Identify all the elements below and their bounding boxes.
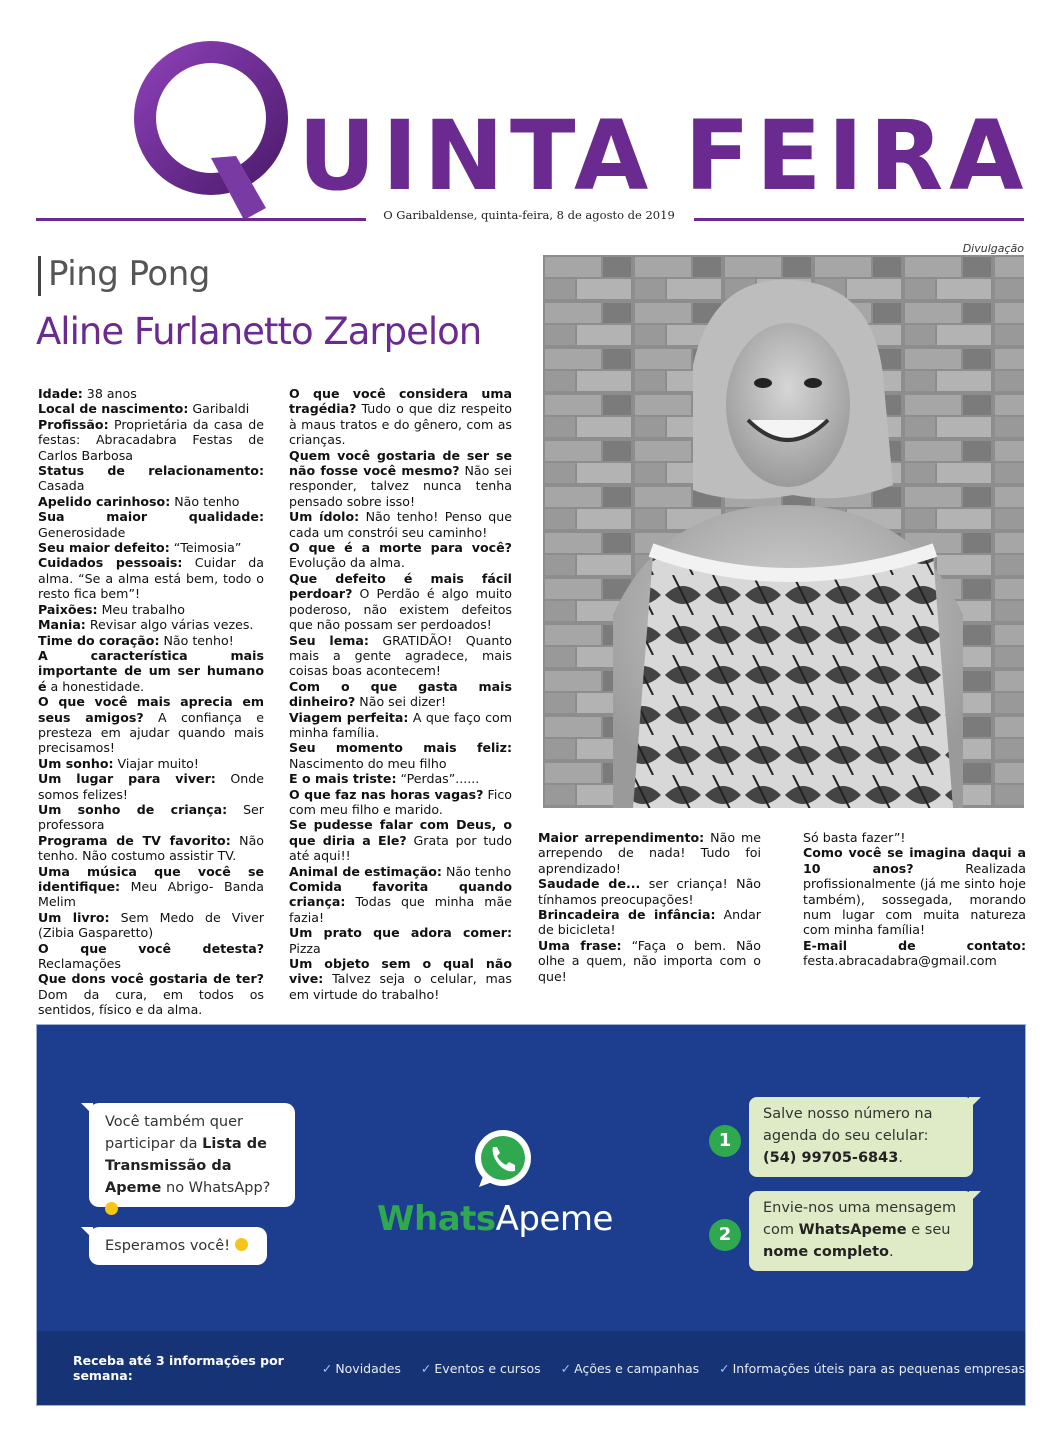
qa-question: Quem você gostaria de ser se não fosse você mesmo? [289, 447, 512, 479]
qa-question: O que é a morte para você? [289, 540, 512, 556]
qa-answer: Andar de bicicleta! [538, 907, 761, 938]
qa-answer: Não me arrependo de nada! Tudo foi aprendizado! [538, 830, 762, 876]
qa-question: Viagem perfeita: [289, 709, 409, 725]
qa-item [38, 494, 264, 509]
qa-answer: Não tenho [441, 863, 512, 879]
qa-question: Cuidados pessoais: [38, 555, 183, 571]
qa-answer: Meu trabalho [97, 601, 185, 617]
qa-answer: A confiança e presteza em ajudar quando mais precisamos! [38, 709, 264, 756]
check-icon: ✓ [560, 1360, 572, 1376]
qa-answer: Proprietária da casa de festas: Abracadabra Festas de Carlos Barbosa [38, 416, 264, 463]
article-column-4 [803, 830, 1026, 969]
qa-item [289, 679, 512, 710]
qa-item [289, 787, 512, 818]
qa-item [289, 571, 512, 633]
qa-item [289, 633, 512, 679]
qa-answer: “Perdas”...... [396, 771, 480, 787]
section-divider [38, 256, 41, 296]
qa-answer: Cuidar da alma. “Se a alma está bem, todo o resto fica bem”! [38, 555, 264, 602]
smiley-icon [235, 1238, 248, 1251]
qa-item [38, 602, 264, 617]
qa-question: Apelido carinhoso: [38, 493, 171, 509]
qa-answer: Revisar algo várias vezes. [85, 617, 254, 633]
qa-item [38, 756, 264, 771]
qa-item [289, 771, 512, 786]
qa-item [803, 845, 1026, 937]
qa-item [38, 771, 264, 802]
qa-answer: Não sei dizer! [355, 694, 447, 710]
masthead-q-logo-icon [116, 38, 306, 218]
qa-item [38, 694, 264, 756]
qa-answer: “Faça o bem. Não olhe a quem, não importa com o que! [538, 937, 761, 984]
qa-answer: Todas que minha mãe fazia! [289, 894, 512, 925]
ad-footer-item: ✓ Informações úteis para as pequenas empresas [719, 1360, 1025, 1376]
qa-question: Seu maior defeito: [38, 540, 170, 556]
qa-item [38, 386, 264, 401]
qa-item [538, 938, 761, 984]
ad-footer-item: ✓ Eventos e cursos [420, 1360, 541, 1376]
qa-answer: festa.abracadabra@gmail.com [803, 953, 997, 969]
qa-item [289, 879, 512, 925]
qa-question: Uma música que você se identifique: [38, 863, 264, 894]
article-column-1 [38, 386, 264, 1018]
qa-question: Idade: [38, 386, 83, 401]
qa-answer: “Teimosia” [169, 540, 242, 556]
qa-item [38, 555, 264, 601]
qa-item [538, 876, 761, 907]
ad-footer-lead: Receba até 3 informações por semana: [73, 1353, 284, 1383]
qa-item [289, 448, 512, 510]
qa-question: Um lugar para viver: [38, 771, 216, 787]
qa-question: O que você mais aprecia em seus amigos? [38, 694, 264, 725]
qa-question: Um objeto sem o qual não vive: [289, 956, 512, 987]
qa-answer: Garibaldi [188, 401, 250, 417]
qa-question: Um livro: [38, 909, 110, 925]
qa-answer: Ser professora [38, 801, 264, 833]
qa-answer: Meu Abrigo- Banda Melim [38, 879, 264, 910]
qa-answer: Não tenho [170, 493, 240, 509]
masthead-title: UINTA FEIRA [298, 100, 1030, 212]
qa-item [38, 802, 264, 833]
qa-question: Profissão: [38, 416, 109, 432]
qa-question: Sua maior qualidade: [38, 509, 264, 525]
qa-item [38, 509, 264, 540]
qa-question: Que dons você gostaria de ter? [38, 971, 264, 987]
qa-answer: Realizada profissionalmente (já me sinto hoje também), sossegada, morando num lugar com muita natureza com minha família! [803, 860, 1026, 938]
check-icon: ✓ [420, 1360, 432, 1376]
dateline: O Garibaldense, quinta-feira, 8 de agosto de 2019 [383, 208, 675, 222]
qa-question: Se pudesse falar com Deus, o que diria a Ele? [289, 817, 512, 848]
qa-answer: Tudo o que diz respeito à maus tratos e do gênero, com as crianças. [289, 401, 512, 448]
qa-question: Animal de estimação: [289, 863, 442, 879]
qa-item [38, 648, 264, 694]
qa-answer: Não tenho! [159, 632, 234, 648]
qa-question: Mania: [38, 617, 86, 633]
qa-question: Seu momento mais feliz: [289, 740, 512, 756]
smiley-icon [105, 1202, 118, 1215]
qa-item [38, 463, 264, 494]
qa-question: O que você considera uma tragédia? [289, 386, 512, 417]
qa-answer: Não tenho. Não costumo assistir TV. [38, 832, 264, 864]
qa-answer: GRATIDÃO! Quanto mais a gente agradece, mais coisas boas acontecem! [289, 632, 512, 679]
qa-item [38, 864, 264, 910]
qa-item [289, 956, 512, 1002]
qa-question: Como você se imagina daqui a 10 anos? [803, 845, 1026, 876]
qa-question: E-mail de contato: [803, 937, 1026, 953]
whatsapeme-ad [36, 1024, 1026, 1406]
qa-answer: 38 anos [82, 386, 137, 401]
qa-question: E o mais triste: [289, 771, 397, 787]
qa-item [38, 910, 264, 941]
ad-bubble-invite: Você também quer participar da Lista de Transmissão da Apeme no WhatsApp? [89, 1103, 295, 1207]
qa-question: Paixões: [38, 601, 98, 617]
qa-item [38, 617, 264, 632]
qa-question: Com o que gasta mais dinheiro? [289, 678, 512, 710]
qa-answer: Viajar muito! [113, 755, 199, 771]
ad-bubble-wait: Esperamos você! [89, 1227, 267, 1265]
interviewee-name: Aline Furlanetto Zarpelon [36, 310, 482, 353]
step-2-bubble: Envie-nos uma mensagem com WhatsApeme e seu nome completo. [749, 1191, 973, 1271]
qa-answer: Sem Medo de Viver (Zibia Gasparetto) [38, 909, 265, 941]
qa-answer: Pizza [289, 940, 321, 956]
whatsapp-icon [469, 1125, 537, 1193]
ad-footer [37, 1331, 1025, 1405]
qa-item [289, 925, 512, 956]
masthead [36, 28, 1030, 218]
portrait-photo-image [543, 255, 1024, 808]
check-icon: ✓ [719, 1360, 730, 1376]
qa-item [538, 907, 761, 938]
qa-question: Status de relacionamento: [38, 463, 264, 479]
qa-question: Um prato que adora comer: [289, 925, 512, 941]
qa-answer: a honestidade. [46, 678, 145, 694]
qa-answer: Só basta fazer”! [803, 830, 906, 845]
qa-question: Programa de TV favorito: [38, 832, 231, 848]
qa-answer: O Perdão é algo muito poderoso, não existem defeitos que não possam ser perdoados! [289, 586, 512, 633]
step-1-bubble: Salve nosso número na agenda do seu celular: (54) 99705-6843. [749, 1097, 973, 1177]
ad-footer-item: ✓ Ações e campanhas [560, 1360, 700, 1376]
qa-answer: Talvez seja o celular, mas em virtude do trabalho! [289, 971, 512, 1002]
qa-answer: A que faço com minha família. [289, 709, 513, 740]
qa-answer: Generosidade [38, 524, 126, 540]
step-1-badge: 1 [709, 1125, 741, 1157]
qa-question: Brincadeira de infância: [538, 907, 716, 923]
qa-item [538, 830, 761, 876]
portrait-photo [543, 255, 1024, 808]
qa-item [289, 540, 512, 571]
qa-answer: ser criança! Não tínhamos preocupações! [538, 876, 761, 907]
qa-item [38, 401, 264, 416]
article-column-2 [289, 386, 512, 1002]
qa-answer: Dom da cura, em todos os sentidos, físico e da alma. [38, 986, 264, 1018]
qa-question: Seu lema: [289, 632, 369, 648]
qa-question: O que você detesta? [38, 940, 264, 956]
qa-answer: Reclamações [38, 956, 121, 972]
qa-item [38, 540, 264, 555]
qa-item [38, 833, 264, 864]
qa-question: O que faz nas horas vagas? [289, 786, 484, 802]
qa-question: Que defeito é mais fácil perdoar? [289, 570, 512, 602]
qa-question: Local de nascimento: [38, 401, 189, 417]
qa-answer: Fico com meu filho e marido. [289, 786, 512, 817]
qa-answer: Não sei responder, talvez nunca tenha pensado sobre isso! [289, 463, 512, 509]
step-2-badge: 2 [709, 1219, 741, 1251]
article-column-3 [538, 830, 761, 984]
qa-item [289, 864, 512, 879]
check-icon: ✓ [321, 1360, 333, 1376]
qa-question: Uma frase: [538, 937, 622, 953]
photo-credit: Divulgação [962, 242, 1024, 255]
qa-answer: Evolução da alma. [289, 555, 405, 571]
qa-answer: Grata por tudo até aqui!! [289, 832, 512, 864]
qa-question: A característica mais importante de um ser humano é [38, 647, 264, 694]
qa-answer: Onde somos felizes! [38, 771, 264, 802]
qa-item [38, 633, 264, 648]
qa-item [38, 971, 264, 1017]
qa-item [803, 830, 1026, 845]
qa-item [289, 817, 512, 863]
qa-item [289, 740, 512, 771]
section-label: Ping Pong [48, 254, 210, 294]
whatsapeme-wordmark: WhatsApeme [377, 1199, 613, 1239]
qa-question: Comida favorita quando criança: [289, 879, 512, 910]
ad-footer-item: ✓ Novidades [321, 1360, 401, 1376]
qa-item [803, 938, 1026, 969]
qa-item [289, 386, 512, 448]
qa-item [38, 941, 264, 972]
qa-question: Time do coração: [38, 632, 160, 648]
qa-answer: Nascimento do meu filho [289, 755, 447, 771]
qa-answer: Não tenho! Penso que cada um constrói seu caminho! [289, 509, 512, 540]
qa-item [289, 509, 512, 540]
qa-question: Um sonho de criança: [38, 801, 228, 817]
qa-item [289, 710, 512, 741]
qa-question: Um sonho: [38, 755, 114, 771]
qa-item [38, 417, 264, 463]
qa-question: Saudade de... [538, 876, 641, 892]
qa-answer: Casada [38, 478, 85, 494]
qa-question: Maior arrependimento: [538, 830, 705, 845]
qa-question: Um ídolo: [289, 509, 360, 525]
